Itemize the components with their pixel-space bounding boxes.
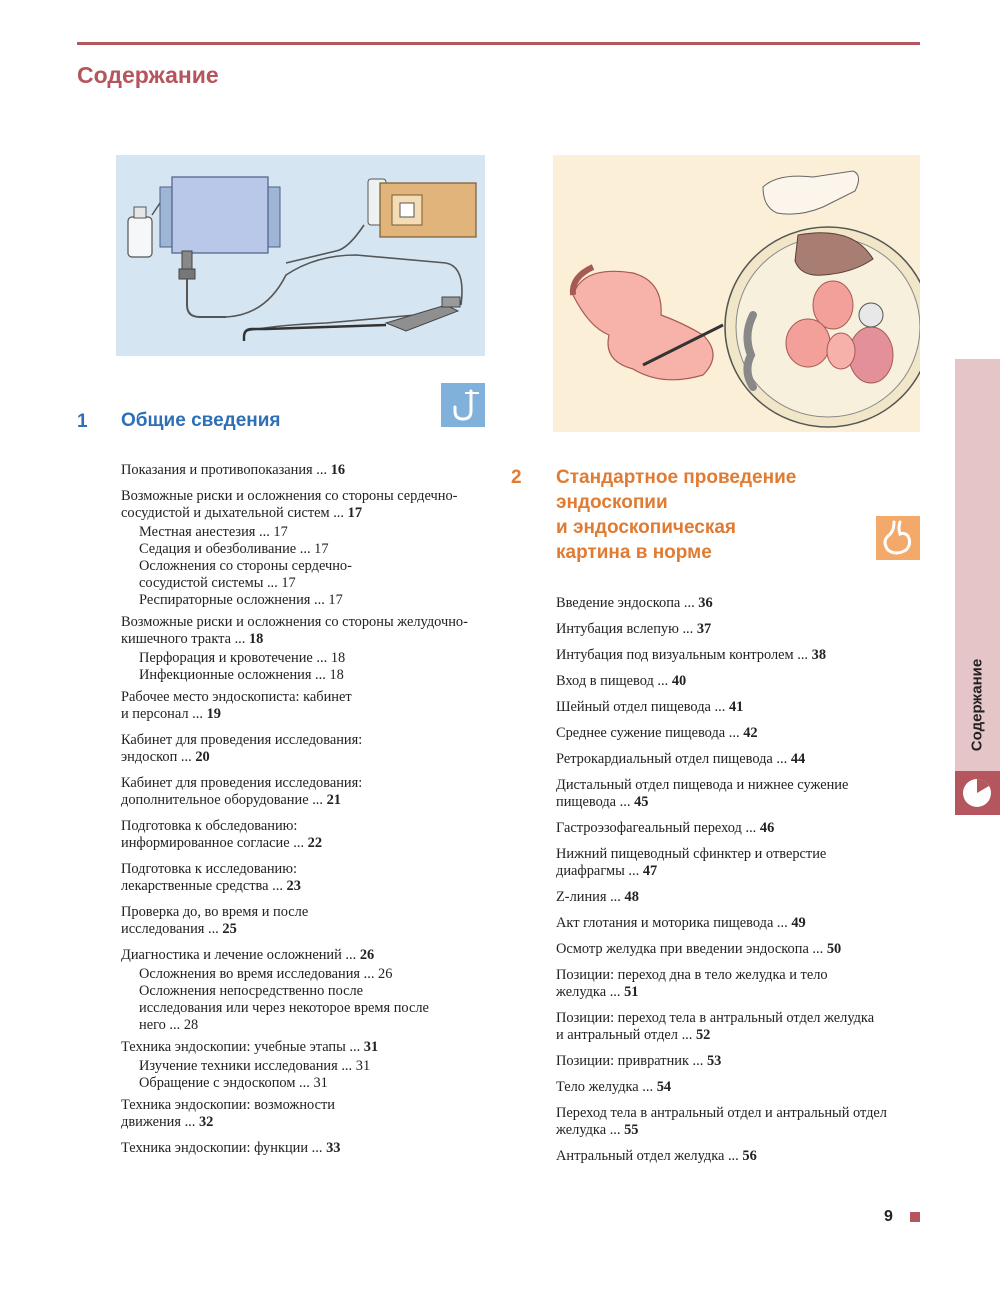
top-rule	[77, 42, 920, 45]
page-title: Содержание	[77, 62, 219, 88]
chapter-2-number: 2	[511, 467, 522, 488]
toc-entry[interactable]: Z-линия ... 48	[556, 889, 639, 905]
section-marker-icon	[955, 771, 1000, 815]
toc-sublist	[121, 966, 481, 1034]
toc-entry[interactable]: Антральный отдел желудка ... 56	[556, 1148, 757, 1164]
toc-entry[interactable]: Интубация под визуальным контролем ... 38	[556, 647, 827, 663]
toc-entry[interactable]: Диагностика и лечение осложнений ... 26	[121, 947, 375, 963]
chapter-2-title-line: эндоскопии	[556, 492, 668, 513]
toc-entry[interactable]: Позиции: переход тела в антральный отдел желудка и антральный отдел ... 52	[556, 1010, 875, 1043]
toc-entry[interactable]: Подготовка к обследованию: информированное согласие ... 22	[121, 818, 323, 851]
toc-entry[interactable]: Ретрокардиальный отдел пищевода ... 44	[556, 751, 806, 767]
toc-subentry[interactable]: Осложнения со стороны сердечно-сосудистой системы ... 17	[139, 558, 352, 591]
chapter-2-toc	[556, 595, 901, 1174]
chapter-1-number: 1	[77, 411, 88, 432]
toc-entry[interactable]: Проверка до, во время и после исследования ... 25	[121, 904, 309, 937]
toc-entry[interactable]: Среднее сужение пищевода ... 42	[556, 725, 758, 741]
toc-entry[interactable]: Нижний пищеводный сфинктер и отверстие диафрагмы ... 47	[556, 846, 827, 879]
chapter-2-title-line: картина в норме	[556, 542, 712, 563]
chapter-2-title	[556, 465, 796, 565]
toc-sublist	[121, 524, 481, 609]
toc-sublist	[121, 650, 481, 684]
toc-entry[interactable]: Подготовка к исследованию: лекарственные средства ... 23	[121, 861, 301, 894]
toc-entry[interactable]: Шейный отдел пищевода ... 41	[556, 699, 744, 715]
toc-entry[interactable]: Осмотр желудка при введении эндоскопа ... 50	[556, 941, 842, 957]
toc-sublist	[121, 1058, 481, 1092]
toc-entry[interactable]: Акт глотания и моторика пищевода ... 49	[556, 915, 806, 931]
toc-subentry[interactable]: Седация и обезболивание ... 17	[139, 541, 329, 557]
chapter-1-toc	[121, 462, 481, 1166]
side-tab-label: Содержание	[968, 658, 986, 752]
toc-entry[interactable]: Кабинет для проведения исследования: дополнительное оборудование ... 21	[121, 775, 363, 808]
endoscope-hook-icon	[441, 383, 485, 427]
toc-subentry[interactable]: Перфорация и кровотечение ... 18	[139, 650, 346, 666]
anatomy-illustration	[553, 155, 920, 432]
toc-entry[interactable]: Вход в пищевод ... 40	[556, 673, 687, 689]
toc-entry[interactable]: Тело желудка ... 54	[556, 1079, 672, 1095]
toc-entry[interactable]: Гастроэзофагеальный переход ... 46	[556, 820, 775, 836]
endoscope-equipment-illustration	[116, 155, 485, 356]
toc-entry[interactable]: Переход тела в антральный отдел и антральный отдел желудка ... 55	[556, 1105, 887, 1138]
toc-entry[interactable]: Техника эндоскопии: учебные этапы ... 31	[121, 1039, 379, 1055]
toc-entry[interactable]: Техника эндоскопии: возможности движения ... 32	[121, 1097, 335, 1130]
toc-entry[interactable]: Техника эндоскопии: функции ... 33	[121, 1140, 341, 1156]
toc-entry[interactable]: Введение эндоскопа ... 36	[556, 595, 713, 611]
toc-entry[interactable]: Позиции: привратник ... 53	[556, 1053, 722, 1069]
stomach-icon	[876, 516, 920, 560]
chapter-2-title-line: и эндоскопическая	[556, 517, 737, 538]
toc-entry[interactable]: Показания и противопоказания ... 16	[121, 462, 346, 478]
toc-entry[interactable]: Рабочее место эндоскописта: кабинет и персонал ... 19	[121, 689, 352, 722]
toc-subentry[interactable]: Осложнения непосредственно после исследования или через некоторое время после него ... 28	[139, 983, 429, 1033]
toc-subentry[interactable]: Местная анестезия ... 17	[139, 524, 288, 540]
toc-entry[interactable]: Позиции: переход дна в тело желудка и тело желудка ... 51	[556, 967, 828, 1000]
toc-subentry[interactable]: Осложнения во время исследования ... 26	[139, 966, 393, 982]
page-number: 9	[884, 1208, 893, 1225]
toc-subentry[interactable]: Респираторные осложнения ... 17	[139, 592, 343, 608]
chapter-2-title-line: Стандартное проведение	[556, 467, 797, 488]
toc-entry[interactable]: Дистальный отдел пищевода и нижнее сужение пищевода ... 45	[556, 777, 849, 810]
toc-subentry[interactable]: Обращение с эндоскопом ... 31	[139, 1075, 328, 1091]
toc-subentry[interactable]: Инфекционные осложнения ... 18	[139, 667, 344, 683]
toc-entry[interactable]: Кабинет для проведения исследования: эндоскоп ... 20	[121, 732, 363, 765]
toc-entry[interactable]: Интубация вслепую ... 37	[556, 621, 712, 637]
toc-entry[interactable]: Возможные риски и осложнения со стороны желудочно-кишечного тракта ... 18	[121, 614, 468, 647]
page-number-square	[910, 1212, 920, 1222]
chapter-1-title: Общие сведения	[121, 410, 281, 431]
toc-entry[interactable]: Возможные риски и осложнения со стороны сердечно-сосудистой и дыхательной систем ... 17	[121, 488, 458, 521]
toc-subentry[interactable]: Изучение техники исследования ... 31	[139, 1058, 371, 1074]
